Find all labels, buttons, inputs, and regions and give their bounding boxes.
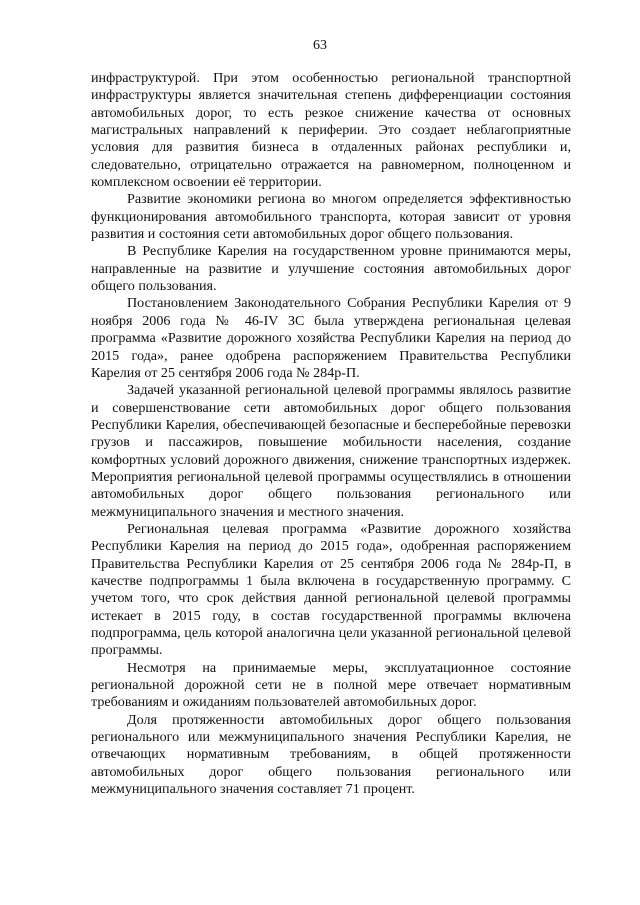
paragraph: Региональная целевая программа «Развитие дорожного хозяйства Республики Карелия на период до 2015 года», одобренная распоряжением Правительства Республики Карелия от 25 сентября 2006 года № 284р-П, в качестве подпрограммы 1 была включена в государственную программу. С учетом того, что срок действия данной региональной целевой программы истекает в 2015 году, в состав государственной программы включена подпрограмма, цель которой аналогична цели указанной региональной целевой программы. — [91, 520, 571, 659]
paragraph: Доля протяженности автомобильных дорог общего пользования регионального или межмуниципального значения Республики Карелия, не отвечающих нормативным требованиям, в общей протяженности автомобильных дорог общего пользования регионального или межмуниципального значения составляет 71 процент. — [91, 711, 571, 798]
paragraph: Несмотря на принимаемые меры, эксплуатационное состояние региональной дорожной сети не в полной мере отвечает нормативным требованиям и ожиданиям пользователей автомобильных дорог. — [91, 659, 571, 711]
paragraph-continuation: инфраструктурой. При этом особенностью региональной транспортной инфраструктуры является значительная степень дифференциации состояния автомобильных дорог, то есть резкое снижение качества от основных магистральных направлений к периферии. Это создает неблагоприятные условия для развития бизнеса в отдаленных районах республики и, следовательно, отрицательно отражается на равномерном, полноценном и комплексном освоении её территории. — [91, 70, 571, 191]
paragraph: Постановлением Законодательного Собрания Республики Карелия от 9 ноября 2006 года № 46-IV ЗС была утверждена региональная целевая программа «Развитие дорожного хозяйства Республики Карелия на период до 2015 года», ранее одобрена распоряжением Правительства Республики Карелия от 25 сентября 2006 года № 284р-П. — [91, 295, 571, 381]
paragraph: Развитие экономики региона во многом определяется эффективностью функционирования автомобильного транспорта, которая зависит от уровня развития и состояния сети автомобильных дорог общего пользования. — [91, 191, 571, 243]
paragraph: Задачей указанной региональной целевой программы являлось развитие и совершенствование сети автомобильных дорог общего пользования Республики Карелия, обеспечивающей безопасные и бесперебойные перевозки грузов и пассажиров, повышение мобильности населения, создание комфортных условий дорожного движения, снижение транспортных издержек. Мероприятия региональной целевой программы осуществлялись в отношении автомобильных дорог общего пользования регионального или межмуниципального значения и местного значения. — [91, 382, 571, 520]
paragraph: В Республике Карелия на государственном уровне принимаются меры, направленные на развитие и улучшение состояния автомобильных дорог общего пользования. — [91, 243, 571, 295]
body-text — [91, 70, 571, 798]
page-number: 63 — [313, 38, 327, 53]
